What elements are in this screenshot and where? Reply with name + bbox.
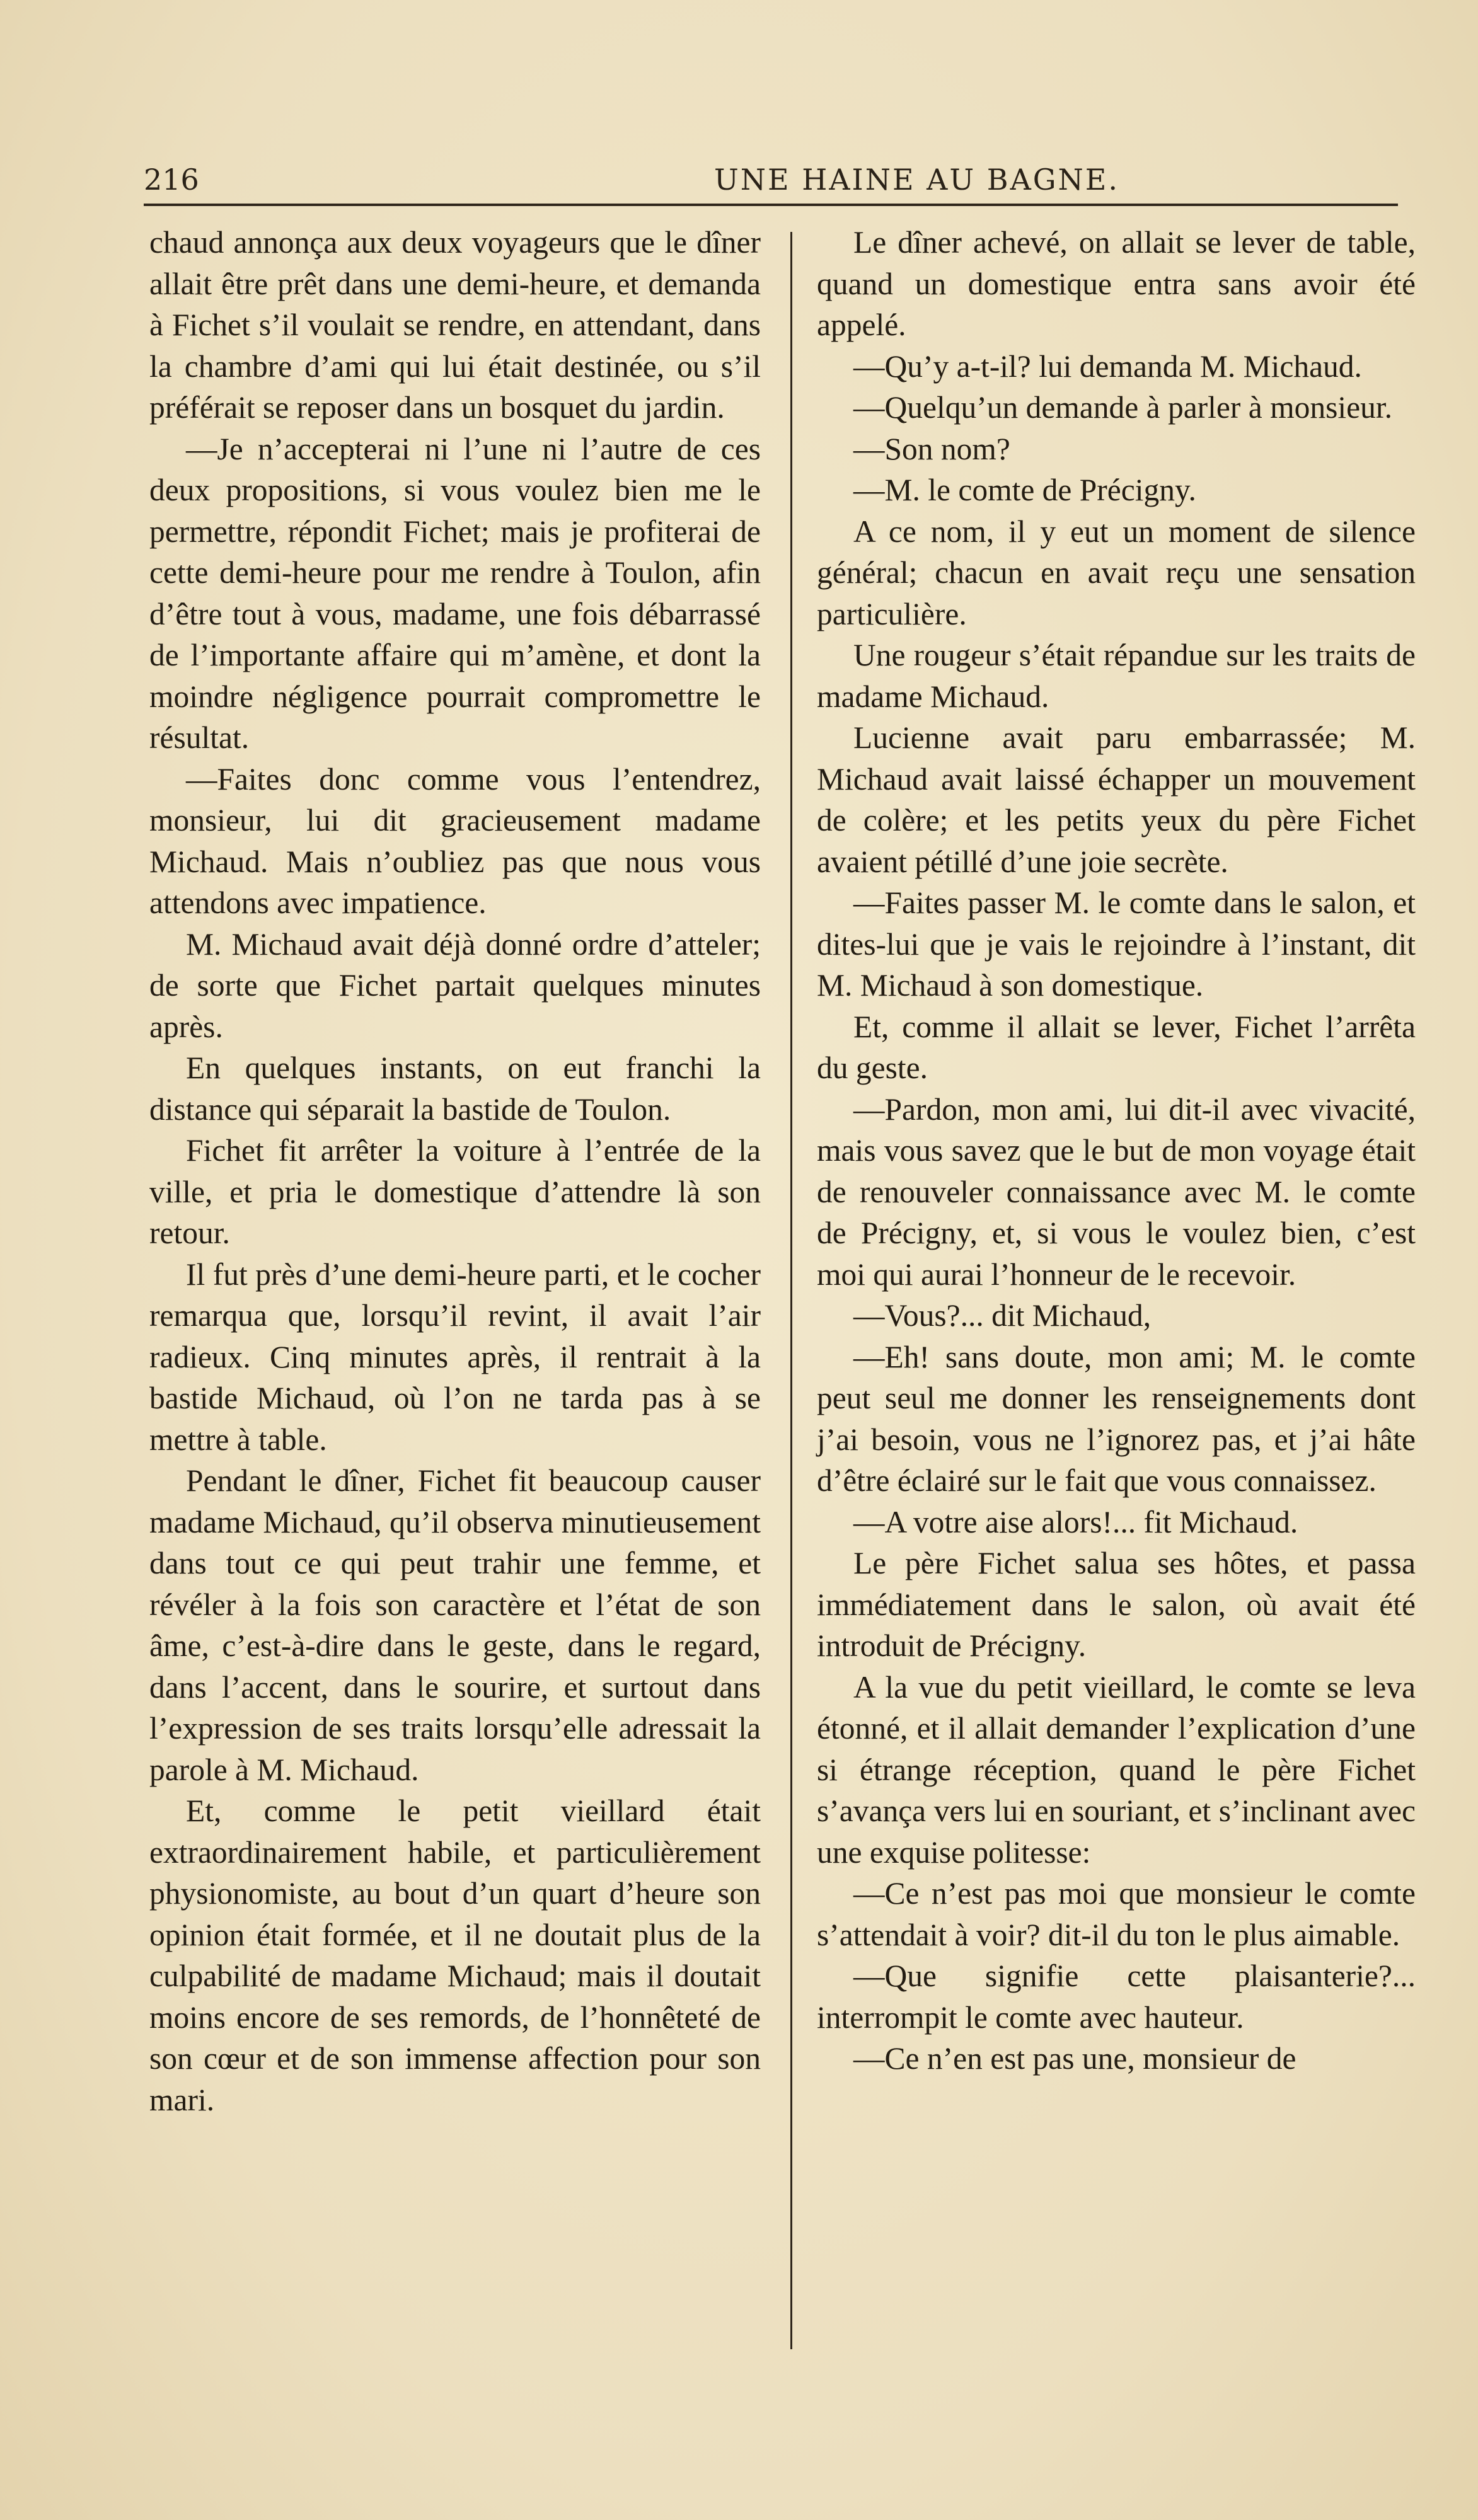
paragraph: Lucienne avait paru embarrassée; M. Michaud avait laissé échapper un mouvement de colère; et les petits yeux du père Fichet avaient pétillé d’une joie secrète.: [817, 720, 1416, 879]
right-column: [817, 222, 1416, 2080]
paragraph: Une rougeur s’était répandue sur les traits de madame Michaud.: [817, 638, 1416, 714]
page-header: [144, 158, 1398, 202]
paragraph: Le dîner achevé, on allait se lever de table, quand un domestique entra sans avoir été appelé.: [817, 225, 1416, 342]
header-rule: [144, 204, 1398, 206]
paragraph: —Ce n’en est pas une, monsieur de: [853, 2041, 1296, 2076]
paragraph: Fichet fit arrêter la voiture à l’entrée de la ville, et pria le domestique d’attendre là son retour.: [149, 1133, 761, 1250]
paragraph: —A votre aise alors!... fit Michaud.: [853, 1504, 1298, 1539]
paragraph: —Faites donc comme vous l’entendrez, monsieur, lui dit gracieusement madame Michaud. Mais n’oubliez pas que nous vous attendons avec impatience.: [149, 761, 761, 920]
paragraph: Et, comme le petit vieillard était extraordinairement habile, et particulièrement physionomiste, au bout d’un quart d’heure son opinion était formée, et il ne doutait plus de la culpabilité de madame Michaud; mais il doutait moins encore de ses remords, de l’honnêteté de son cœur et de son immense affection pour son mari.: [149, 1793, 761, 2117]
paragraph: —Son nom?: [853, 431, 1010, 466]
paragraph: Il fut près d’une demi-heure parti, et le cocher remarqua que, lorsqu’il revint, il avait l’air radieux. Cinq minutes après, il rentrait à la bastide Michaud, où l’on ne tarda pas à se mettre à table.: [149, 1257, 761, 1457]
paragraph: —Je n’accepterai ni l’une ni l’autre de ces deux propositions, si vous voulez bien me le permettre, répondit Fichet; mais je profiterai de cette demi-heure pour me rendre à Toulon, afin d’être tout à vous, madame, une fois débarrassé de l’importante affaire qui m’amène, et dont la moindre négligence pourrait compromettre le résultat.: [149, 431, 761, 755]
paragraph: —Eh! sans doute, mon ami; M. le comte peut seul me donner les renseignements dont j’ai besoin, vous ne l’ignorez pas, et j’ai hâte d’être éclairé sur le fait que vous connaissez.: [817, 1339, 1416, 1498]
running-title: UNE HAINE AU BAGNE.: [714, 163, 1120, 197]
paragraph: Et, comme il allait se lever, Fichet l’arrêta du geste.: [817, 1009, 1416, 1085]
paragraph: Le père Fichet salua ses hôtes, et passa immédiatement dans le salon, où avait été introduit de Précigny.: [817, 1546, 1416, 1663]
paragraph: —Vous?... dit Michaud,: [853, 1298, 1152, 1333]
paragraph: —M. le comte de Précigny.: [853, 473, 1196, 507]
paragraph: Pendant le dîner, Fichet fit beaucoup causer madame Michaud, qu’il observa minutieusement dans tout ce qui peut trahir une femme, et révéler à la fois son caractère et l’état de son âme, c’est-à-dire dans le geste, dans le regard, dans l’accent, dans le sourire, et surtout dans l’expression de ses traits lorsqu’elle adressait la parole à M. Michaud.: [149, 1463, 761, 1787]
left-column: [149, 222, 761, 2120]
paragraph: —Pardon, mon ami, lui dit-il avec vivacité, mais vous savez que le but de mon voyage était de renouveler connaissance avec M. le comte de Précigny, et, si vous le voulez bien, c’est moi qui aurai l’honneur de le recevoir.: [817, 1091, 1416, 1292]
paragraph: chaud annonça aux deux voyageurs que le dîner allait être prêt dans une demi-heure, et demanda à Fichet s’il voulait se rendre, en attendant, dans la chambre d’ami qui lui était destinée, ou s’il préférait se reposer dans un bosquet du jardin.: [149, 225, 761, 425]
paragraph: A ce nom, il y eut un moment de silence général; chacun en avait reçu une sensation particulière.: [817, 514, 1416, 631]
column-divider: [790, 232, 792, 2349]
paragraph: A la vue du petit vieillard, le comte se leva étonné, et il allait demander l’explication d’une si étrange réception, quand le père Fichet s’avança vers lui en souriant, et s’inclinant avec une exquise politesse:: [817, 1669, 1416, 1870]
paragraph: —Qu’y a-t-il? lui demanda M. Michaud.: [853, 348, 1362, 384]
paragraph: —Que signifie cette plaisanterie?... interrompit le comte avec hauteur.: [817, 1959, 1416, 2035]
paragraph: En quelques instants, on eut franchi la distance qui séparait la bastide de Toulon.: [149, 1050, 761, 1127]
paragraph: —Ce n’est pas moi que monsieur le comte s’attendait à voir? dit-il du ton le plus aimable.: [817, 1876, 1416, 1952]
paragraph: —Quelqu’un demande à parler à monsieur.: [853, 390, 1392, 425]
paragraph: M. Michaud avait déjà donné ordre d’atteler; de sorte que Fichet partait quelques minutes après.: [149, 926, 761, 1044]
paragraph: —Faites passer M. le comte dans le salon, et dites-lui que je vais le rejoindre à l’instant, dit M. Michaud à son domestique.: [817, 885, 1416, 1003]
page-number: 216: [144, 163, 199, 197]
